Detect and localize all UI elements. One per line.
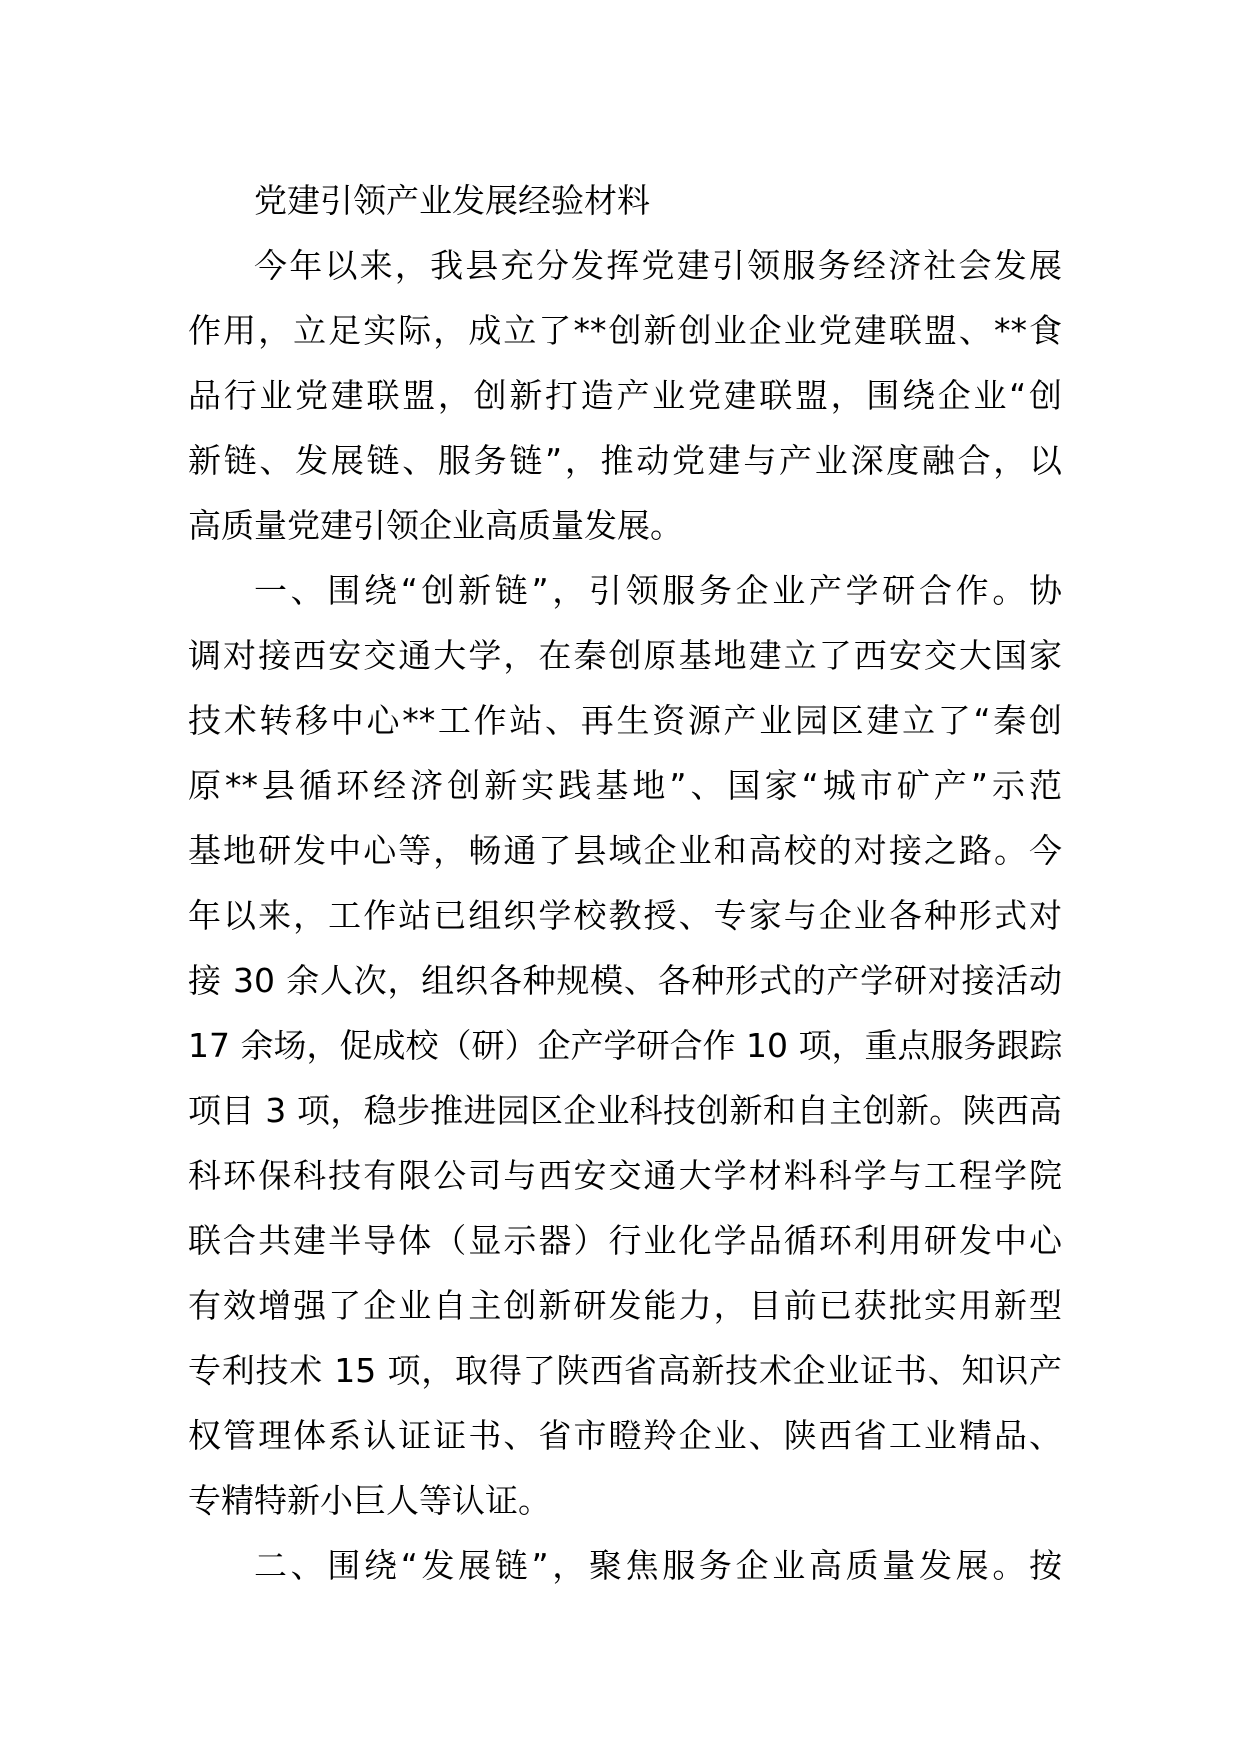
text-line: 品行业党建联盟，创新打造产业党建联盟，围绕企业“创 — [188, 376, 1062, 415]
text-line: 有效增强了企业自主创新研发能力，目前已获批实用新型 — [188, 1286, 1062, 1325]
text-line: 联合共建半导体（显示器）行业化学品循环利用研发中心 — [188, 1221, 1062, 1260]
text-line: 二、围绕“发展链”，聚焦服务企业高质量发展。按 — [254, 1546, 1062, 1585]
text-line: 科环保科技有限公司与西安交通大学材料科学与工程学院 — [188, 1156, 1062, 1195]
text-line: 今年以来，我县充分发挥党建引领服务经济社会发展 — [254, 246, 1062, 285]
text-line: 基地研发中心等，畅通了县域企业和高校的对接之路。今 — [188, 831, 1062, 870]
text-line: 调对接西安交通大学，在秦创原基地建立了西安交大国家 — [188, 636, 1062, 675]
text-line: 权管理体系认证证书、省市瞪羚企业、陕西省工业精品、 — [188, 1416, 1062, 1455]
text-line: 一、围绕“创新链”，引领服务企业产学研合作。协 — [254, 571, 1062, 610]
text-line: 高质量党建引领企业高质量发展。 — [188, 506, 683, 545]
text-line: 原**县循环经济创新实践基地”、国家“城市矿产”示范 — [188, 766, 1062, 805]
text-line: 接 30 余人次，组织各种规模、各种形式的产学研对接活动 — [188, 961, 1062, 1000]
text-line: 作用，立足实际，成立了**创新创业企业党建联盟、**食 — [188, 311, 1062, 350]
section-one-paragraph — [188, 558, 1062, 1533]
document-body — [188, 168, 1062, 1598]
document-title: 党建引领产业发展经验材料 — [254, 181, 650, 220]
text-line: 年以来，工作站已组织学校教授、专家与企业各种形式对 — [188, 896, 1062, 935]
text-line: 新链、发展链、服务链”，推动党建与产业深度融合，以 — [188, 441, 1062, 480]
section-two-paragraph — [188, 1533, 1062, 1598]
text-line: 17 余场，促成校（研）企产学研合作 10 项，重点服务跟踪 — [188, 1026, 1062, 1065]
text-line: 技术转移中心**工作站、再生资源产业园区建立了“秦创 — [188, 701, 1062, 740]
text-line: 项目 3 项，稳步推进园区企业科技创新和自主创新。陕西高 — [188, 1091, 1062, 1130]
text-line: 专利技术 15 项，取得了陕西省高新技术企业证书、知识产 — [188, 1351, 1062, 1390]
text-line: 专精特新小巨人等认证。 — [188, 1481, 551, 1520]
intro-paragraph — [188, 233, 1062, 558]
